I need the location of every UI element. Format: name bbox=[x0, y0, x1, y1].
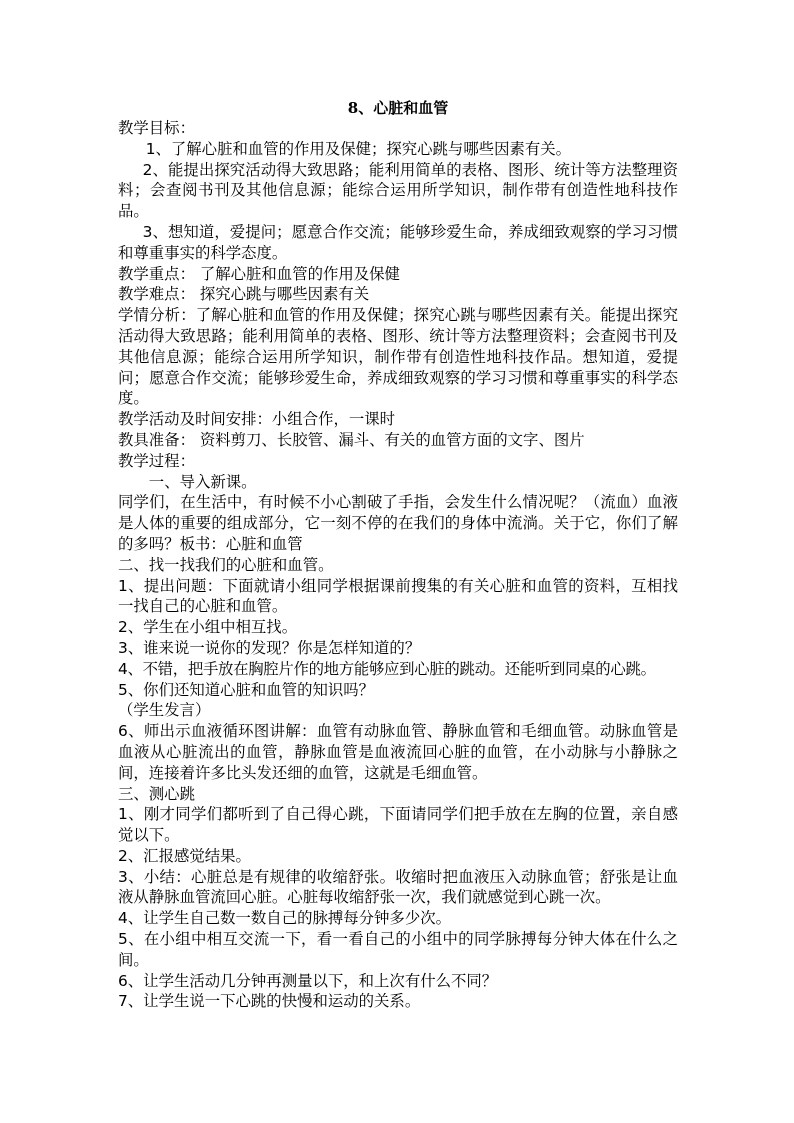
key-point: 教学重点： 了解心脏和血管的作用及保健 bbox=[118, 264, 400, 283]
section-2-item-5: 5、你们还知道心脏和血管的知识吗？ bbox=[118, 680, 375, 699]
section-3-item-7: 7、让学生说一下心跳的快慢和运动的关系。 bbox=[118, 992, 421, 1011]
section-3-item-4: 4、让学生自己数一数自己的脉搏每分钟多少次。 bbox=[118, 909, 451, 928]
section-2-item-2: 2、学生在小组中相互找。 bbox=[118, 618, 298, 637]
difficulty: 教学难点： 探究心跳与哪些因素有关 bbox=[118, 285, 370, 304]
activity-time: 教学活动及时间安排：小组合作，一课时 bbox=[118, 410, 396, 429]
section-2-heading: 二、找一找我们的心脏和血管。 bbox=[118, 555, 334, 574]
section-2-item-4: 4、不错，把手放在胸腔片作的地方能够应到心脏的跳动。还能听到同桌的心跳。 bbox=[118, 659, 656, 678]
document-title: 8、心脏和血管 bbox=[347, 99, 449, 117]
objective-2: 2、能提出探究活动得大致思路；能利用简单的表格、图形、统计等方法整理资料；会查阅书刊及其他信息源；能综合运用所学知识，制作带有创造性地科技作品。 bbox=[118, 160, 678, 221]
objective-1: 1、了解心脏和血管的作用及保健；探究心跳与哪些因素有关。 bbox=[145, 139, 572, 158]
section-3-item-1: 1、刚才同学们都听到了自己得心跳，下面请同学们把手放在左胸的位置，亲自感觉以下。 bbox=[118, 805, 678, 845]
materials: 教具准备： 资料剪刀、长胶管、漏斗、有关的血管方面的文字、图片 bbox=[118, 430, 585, 449]
section-2-note: （学生发言） bbox=[118, 701, 211, 720]
section-1-heading: 一、导入新课。 bbox=[148, 472, 257, 491]
document-page bbox=[118, 98, 678, 1012]
section-3-heading: 三、测心跳 bbox=[118, 784, 195, 803]
section-3-item-2: 2、汇报感觉结果。 bbox=[118, 846, 251, 865]
section-2-item-3: 3、谁来说一说你的发现？你是怎样知道的？ bbox=[118, 638, 421, 657]
analysis: 学情分析：了解心脏和血管的作用及保健；探究心跳与哪些因素有关。能提出探究活动得大致思路；能利用简单的表格、图形、统计等方法整理资料；会查阅书刊及其他信息源；能综合运用所学知识，制作带有创造性地科技作品。想知道，爱提问；愿意合作交流；能够珍爱生命，养成细致观察的学习习惯和尊重事实的科学态度。 bbox=[118, 306, 678, 408]
section-3-item-5: 5、在小组中相互交流一下，看一看自己的小组中的同学脉搏每分钟大体在什么之间。 bbox=[118, 930, 678, 969]
section-3-item-6: 6、让学生活动几分钟再测量以下，和上次有什么不同？ bbox=[118, 971, 498, 990]
process-label: 教学过程： bbox=[118, 451, 195, 470]
section-1-text: 同学们，在生活中，有时候不小心割破了手指，会发生什么情况呢？（流血）血液是人体的重要的组成部分，它一刻不停的在我们的身体中流淌。关于它，你们了解的多吗？板书：心脏和血管 bbox=[118, 493, 678, 553]
objectives-label: 教学目标： bbox=[118, 119, 195, 137]
objective-3: 3、想知道，爱提问；愿意合作交流；能够珍爱生命，养成细致观察的学习习惯和尊重事实的科学态度。 bbox=[118, 222, 678, 262]
section-2-item-1: 1、提出问题：下面就请小组同学根据课前搜集的有关心脏和血管的资料，互相找一找自己的心脏和血管。 bbox=[118, 576, 678, 616]
section-3-item-3: 3、小结：心脏总是有规律的收缩舒张。收缩时把血液压入动脉血管；舒张是让血液从静脉血管流回心脏。心脏每收缩舒张一次，我们就感觉到心跳一次。 bbox=[118, 867, 678, 907]
section-2-item-6: 6、师出示血液循环图讲解：血管有动脉血管、静脉血管和毛细血管。动脉血管是血液从心脏流出的血管，静脉血管是血液流回心脏的血管，在小动脉与小静脉之间，连接着许多比头发还细的血管，这就是毛细血管。 bbox=[118, 722, 678, 782]
